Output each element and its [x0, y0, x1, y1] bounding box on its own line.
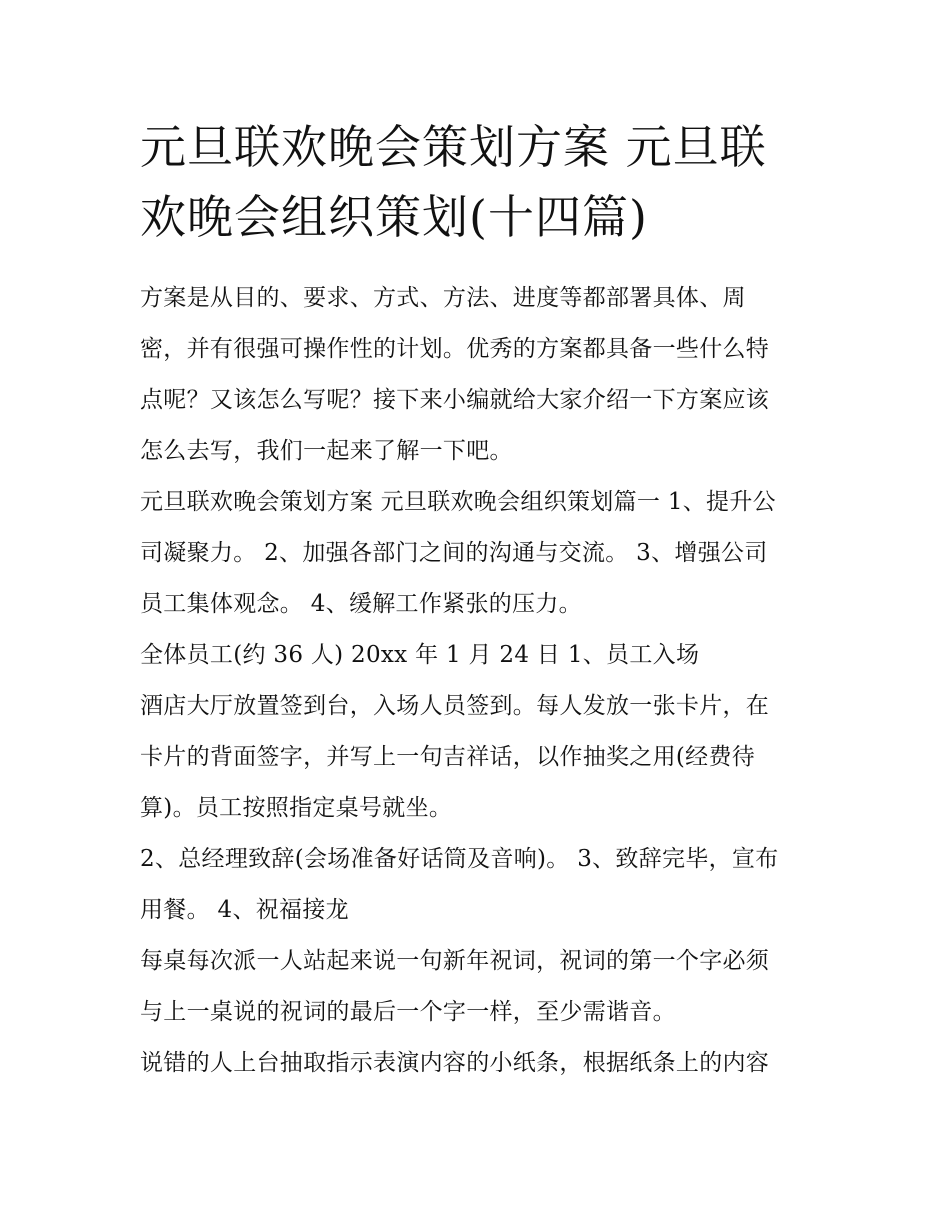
text-line: 酒店大厅放置签到台，入场人员签到。每人发放一张卡片，在 [140, 693, 770, 719]
paragraph-penalty [140, 1038, 812, 1089]
paragraph-attendees [140, 630, 812, 681]
paragraph-intro [140, 273, 812, 477]
paragraph-blessing-chain [140, 936, 812, 1038]
document-page [140, 112, 812, 1089]
text-line: 元旦联欢晚会策划方案 元旦联欢晚会组织策划篇一 1、提升公 [140, 489, 776, 515]
text-line: 2、总经理致辞(会场准备好话筒及音响)。 3、致辞完毕，宣布 [140, 846, 779, 872]
text-line: 司凝聚力。 2、加强各部门之间的沟通与交流。 3、增强公司 [140, 540, 768, 566]
text-line: 密，并有很强可操作性的计划。优秀的方案都具备一些什么特 [140, 336, 770, 362]
paragraph-goals [140, 477, 812, 630]
paragraph-entry [140, 681, 812, 834]
text-line: 与上一桌说的祝词的最后一个字一样，至少需谐音。 [140, 999, 676, 1025]
text-line: 员工集体观念。 4、缓解工作紧张的压力。 [140, 591, 582, 617]
text-line: 卡片的背面签字，并写上一句吉祥话，以作抽奖之用(经费待 [140, 744, 756, 770]
text-line: 点呢？又该怎么写呢？接下来小编就给大家介绍一下方案应该 [140, 387, 770, 413]
text-line: 每桌每次派一人站起来说一句新年祝词，祝词的第一个字必须 [140, 948, 770, 974]
text-line: 怎么去写，我们一起来了解一下吧。 [140, 438, 513, 464]
document-title [140, 112, 812, 252]
document-body [140, 273, 812, 1089]
text-line: 说错的人上台抽取指示表演内容的小纸条，根据纸条上的内容 [140, 1050, 770, 1076]
text-line: 用餐。 4、祝福接龙 [140, 897, 349, 923]
text-line: 算)。员工按照指定桌号就坐。 [140, 795, 453, 821]
title-line: 欢晚会组织策划(十四篇) [140, 190, 648, 244]
paragraph-speech [140, 834, 812, 936]
text-line: 全体员工(约 36 人) 20xx 年 1 月 24 日 1、员工入场 [140, 642, 700, 668]
text-line: 方案是从目的、要求、方式、方法、进度等都部署具体、周 [140, 285, 746, 311]
title-line: 元旦联欢晚会策划方案 元旦联 [140, 120, 767, 174]
